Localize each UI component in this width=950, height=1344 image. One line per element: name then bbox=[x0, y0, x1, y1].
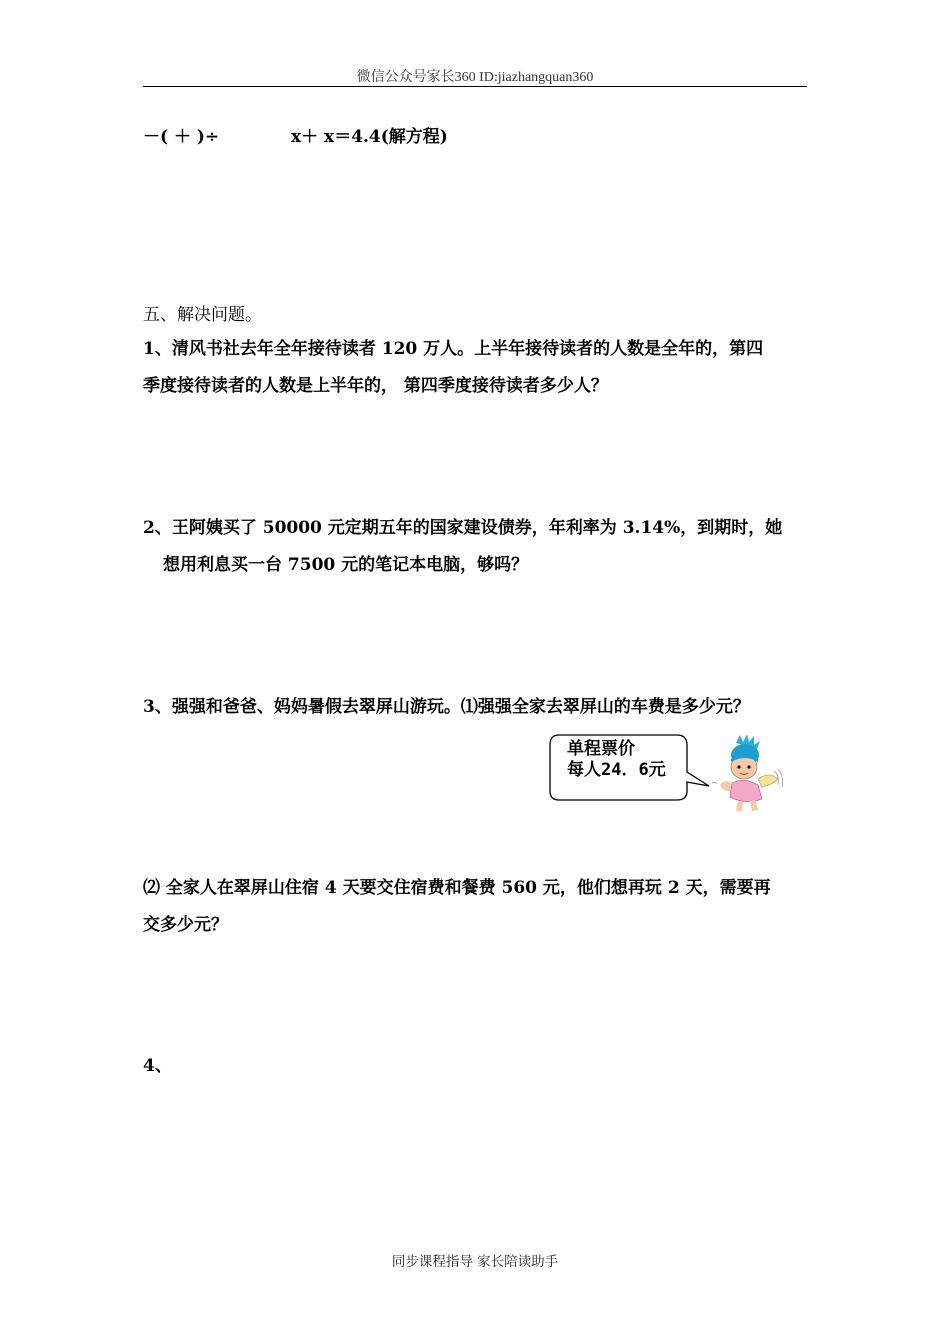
header-rule bbox=[143, 86, 807, 87]
cartoon-doll-icon bbox=[712, 735, 784, 815]
question-3-part-2-line-2: 交多少元？ bbox=[143, 915, 228, 935]
question-1-line-2: 季度接待读者的人数是上半年的， 第四季度接待读者多少人？ bbox=[143, 376, 608, 396]
calc-expression-1: －( ＋ )÷ bbox=[143, 127, 220, 147]
calc-equation-2: x＋ x＝4.4(解方程) bbox=[291, 127, 448, 147]
question-3-part-2-line-1: ⑵ 全家人在翠屏山住宿 4 天要交住宿费和餐费 560 元，他们想再玩 2 天，需要再 bbox=[143, 878, 771, 898]
question-3-line-1: 3、强强和爸爸、妈妈暑假去翠屏山游玩。⑴强强全家去翠屏山的车费是多少元？ bbox=[143, 697, 750, 717]
question-2-line-1: 2、王阿姨买了 50000 元定期五年的国家建设债券，年利率为 3.14%，到期时，她 bbox=[143, 518, 783, 538]
question-1-line-1: 1、清风书社去年全年接待读者 120 万人。上半年接待读者的人数是全年的，第四 bbox=[143, 339, 764, 359]
ticket-price-line-1: 单程票价 bbox=[567, 739, 635, 759]
page-footer: 同步课程指导 家长陪读助手 bbox=[391, 1254, 559, 1270]
ticket-price-line-2: 每人24．6元 bbox=[567, 760, 666, 780]
section-heading: 五、解决问题。 bbox=[143, 305, 262, 325]
ticket-price-callout bbox=[567, 739, 666, 781]
question-4-label: 4、 bbox=[143, 1056, 172, 1076]
page-header: 微信公众号家长360 ID:jiazhangquan360 bbox=[356, 70, 594, 85]
question-2-line-2: 想用利息买一台 7500 元的笔记本电脑，够吗？ bbox=[163, 555, 529, 575]
